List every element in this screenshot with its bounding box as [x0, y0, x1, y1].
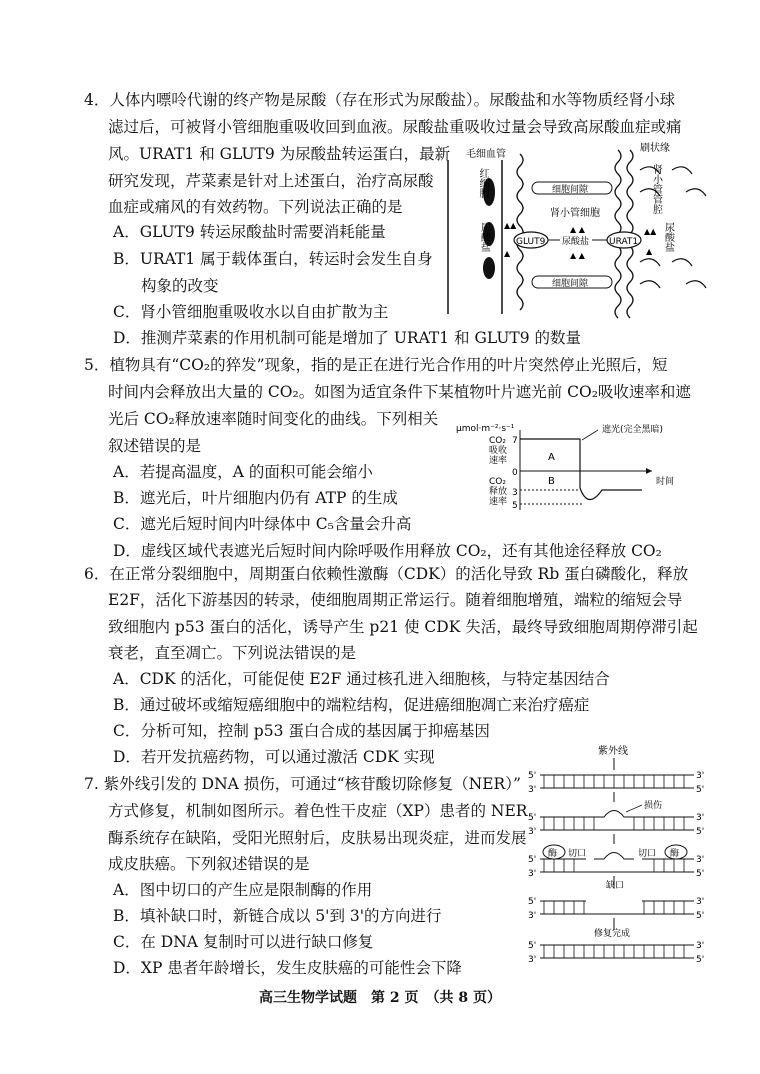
interstitial-bottom-label: 细胞间隙 — [552, 279, 589, 289]
dna-step-4 — [528, 879, 704, 921]
tick-0: 0 — [512, 468, 518, 478]
tick-7: 7 — [512, 436, 518, 446]
urate-triangles: ▲ — [504, 249, 511, 258]
area-a-label: A — [548, 452, 555, 463]
q5-line-1: 5．植物具有“CO₂的猝发”现象，指的是正在进行光合作用的叶片突然停止光照后，短 — [84, 356, 668, 374]
release-label-2: 释放 — [489, 487, 508, 497]
q5-option-d: D．虚线区域代表遮光后短时间内除呼吸作用释放 CO₂，还有其他途径释放 CO₂ — [113, 542, 662, 560]
q4-line-3: 风。URAT1 和 GLUT9 为尿酸盐转运蛋白，最新 — [108, 145, 451, 163]
q6-line-3: 致细胞内 p53 蛋白的活化，诱导产生 p21 使 CDK 失活，最终导致细胞周期停滞引起 — [108, 618, 698, 636]
base-pairs — [544, 775, 684, 788]
base-pairs — [544, 945, 684, 958]
q5-line-3: 光后 CO₂释放速率随时间变化的曲线。下列相关 — [108, 410, 439, 428]
dna-step-3 — [528, 845, 704, 879]
q4-line-1: 4．人体内嘌呤代谢的终产物是尿酸（存在形式为尿酸盐）。尿酸盐和水等物质经肾小球 — [84, 91, 676, 109]
brush-border-label: 刷状缘 — [640, 143, 670, 154]
five-prime: 5' — [696, 785, 705, 795]
tubule-cell-label: 肾小管细胞 — [550, 208, 600, 219]
q6-option-a: A．CDK 的活化，可能促使 E2F 通过核孔进入细胞核，与特定基因结合 — [113, 670, 610, 688]
dna-step-1 — [528, 771, 704, 795]
three-prime: 3' — [696, 941, 705, 951]
cut-left-label: 切口 — [568, 849, 587, 859]
uv-label: 紫外线 — [598, 746, 628, 757]
q4-option-b-cont: 构象的改变 — [141, 277, 219, 295]
q5-option-c: C．遮光后短时间内叶绿体中 C₅含量会升高 — [113, 515, 412, 533]
three-prime: 3' — [696, 813, 705, 823]
q7-line-3: 酶系统存在缺陷，受阳光照射后，皮肤易出现炎症，进而发展 — [108, 829, 527, 847]
cut-right-label: 切口 — [638, 849, 657, 859]
shade-label: 遮光(完全黑暗) — [602, 425, 664, 435]
urate-triangles: ▲▲ — [644, 227, 657, 236]
x-axis-arrow — [646, 468, 652, 474]
three-prime: 3' — [696, 855, 705, 865]
five-prime: 5' — [528, 941, 537, 951]
membrane-left — [517, 154, 523, 310]
three-prime: 3' — [528, 827, 537, 837]
q7-option-d: D．XP 患者年龄增长，发生皮肤癌的可能性会下降 — [113, 959, 462, 977]
urate-right-label: 尿酸盐 — [662, 222, 674, 252]
gap-label: 缺口 — [606, 881, 625, 891]
glut9-label: GLUT9 — [516, 237, 546, 247]
enzyme-right-label: 酶 — [670, 849, 680, 859]
q7-option-c: C．在 DNA 复制时可以进行缺口修复 — [113, 933, 374, 951]
q4-kidney-figure — [440, 142, 740, 328]
q4-option-d: D．推测芹菜素的作用机制可能是增加了 URAT1 和 GLUT9 的数量 — [113, 329, 582, 347]
dna-step-5 — [528, 927, 704, 965]
q4-line-4: 研究发现，芹菜素是针对上述蛋白，治疗高尿酸 — [108, 172, 434, 190]
three-prime: 3' — [528, 869, 537, 879]
q6-line-2: E2F，活化下游基因的转录，使细胞周期正常运行。随着细胞增殖，端粒的缩短会导 — [108, 591, 683, 609]
tubule-lumen-label: 肾小管管腔 — [650, 164, 662, 214]
q6-line-1: 6．在正常分裂细胞中，周期蛋白依赖性激酶（CDK）的活化导致 Rb 蛋白磷酸化，释放 — [84, 565, 689, 583]
q7-line-4: 成皮肤癌。下列叙述错误的是 — [108, 855, 310, 873]
three-prime: 3' — [696, 897, 705, 907]
x-axis-label: 时间 — [656, 477, 675, 487]
q6-option-d: D．若开发抗癌药物，可以通过激活 CDK 实现 — [113, 748, 435, 766]
absorb-label-3: 速率 — [489, 456, 508, 466]
five-prime: 5' — [528, 771, 537, 781]
dna-step-2 — [528, 799, 704, 837]
q5-option-b: B．遮光后，叶片细胞内仍有 ATP 的生成 — [113, 489, 398, 507]
q5-co2-chart — [456, 418, 702, 518]
five-prime: 5' — [696, 827, 705, 837]
five-prime: 5' — [696, 869, 705, 879]
five-prime: 5' — [528, 813, 537, 823]
q7-option-b: B．填补缺口时，新链合成以 5'到 3'的方向进行 — [113, 907, 442, 925]
five-prime: 5' — [696, 911, 705, 921]
q7-line-2: 方式修复，机制如图所示。着色性干皮症（XP）患者的 NER — [108, 802, 528, 820]
q7-option-a: A．图中切口的产生应是限制酶的作用 — [113, 881, 373, 899]
q5-line-2: 时间内会释放出大量的 CO₂。如图为适宜条件下某植物叶片遮光前 CO₂吸收速率和遮 — [108, 383, 691, 401]
urate-triangles: ▲▲ — [504, 221, 517, 230]
rbc-label: 红细胞 — [458, 168, 488, 179]
three-prime: 3' — [696, 771, 705, 781]
release-label-1: CO₂ — [489, 477, 506, 487]
page-footer: 高三生物学试题 第 2 页 （共 8 页） — [259, 990, 501, 1006]
unit-label: μmol·m⁻²·s⁻¹ — [456, 424, 515, 434]
base-pairs — [544, 859, 684, 872]
q5-option-a: A．若提高温度，A 的面积可能会缩小 — [113, 463, 373, 481]
red-blood-cell — [483, 178, 495, 206]
urate-left-label: 尿酸盐 — [478, 222, 490, 252]
absorb-label-1: CO₂ — [489, 436, 506, 446]
q4-line-2: 滤过后，可被肾小管细胞重吸收回到血液。尿酸盐重吸收过量会导致高尿酸血症或痛 — [108, 118, 682, 136]
q4-option-b: B．URAT1 属于载体蛋白，转运时会发生自身 — [113, 250, 433, 268]
urate-triangles: ▲ ▲ — [570, 251, 585, 260]
urat1-label: URAT1 — [609, 237, 639, 247]
red-blood-cell — [483, 257, 495, 279]
damage-pointer — [626, 805, 642, 812]
release-label-3: 速率 — [489, 497, 508, 507]
q4-line-5: 血症或痛风的有效药物。下列说法正确的是 — [108, 198, 403, 216]
three-prime: 3' — [528, 911, 537, 921]
three-prime: 3' — [528, 955, 537, 965]
absorb-label-2: 吸收 — [489, 446, 508, 456]
shade-pointer — [582, 430, 598, 440]
q6-option-b: B．通过破坏或缩短癌细胞中的端粒结构，促进癌细胞凋亡来治疗癌症 — [113, 696, 590, 714]
urate-triangles: ▲ ▲ — [570, 225, 585, 234]
enzyme-left-label: 酶 — [548, 849, 558, 859]
urate-triangles: ▲ — [646, 247, 653, 256]
dna-strand-damaged — [540, 811, 694, 818]
damage-label: 损伤 — [644, 801, 663, 811]
q5-line-4: 叙述错误的是 — [108, 437, 202, 455]
q7-ner-figure — [528, 742, 712, 968]
interstitial-top-label: 细胞间隙 — [552, 185, 589, 195]
release-curve — [580, 471, 642, 500]
five-prime: 5' — [528, 855, 537, 865]
q6-option-c: C．分析可知，控制 p53 蛋白合成的基因属于抑癌基因 — [113, 722, 490, 740]
q4-option-a: A．GLUT9 转运尿酸盐时需要消耗能量 — [113, 223, 386, 241]
area-b-label: B — [548, 476, 555, 487]
base-pairs — [544, 817, 684, 830]
tick-3: 3 — [512, 488, 518, 498]
base-pairs — [544, 901, 684, 914]
three-prime: 3' — [528, 785, 537, 795]
five-prime: 5' — [696, 955, 705, 965]
q7-line-1: 7. 紫外线引发的 DNA 损伤，可通过“核苷酸切除修复（NER）” — [84, 775, 521, 793]
tick-5: 5 — [512, 501, 518, 511]
five-prime: 5' — [528, 897, 537, 907]
urate-mid-label: 尿酸盐 — [562, 237, 590, 247]
capillary-label: 毛细血管 — [466, 149, 506, 160]
q4-option-c: C．肾小管细胞重吸收水以自由扩散为主 — [113, 303, 389, 321]
repaired-label: 修复完成 — [594, 929, 631, 939]
q6-line-4: 衰老，直至凋亡。下列说法错误的是 — [108, 644, 357, 662]
